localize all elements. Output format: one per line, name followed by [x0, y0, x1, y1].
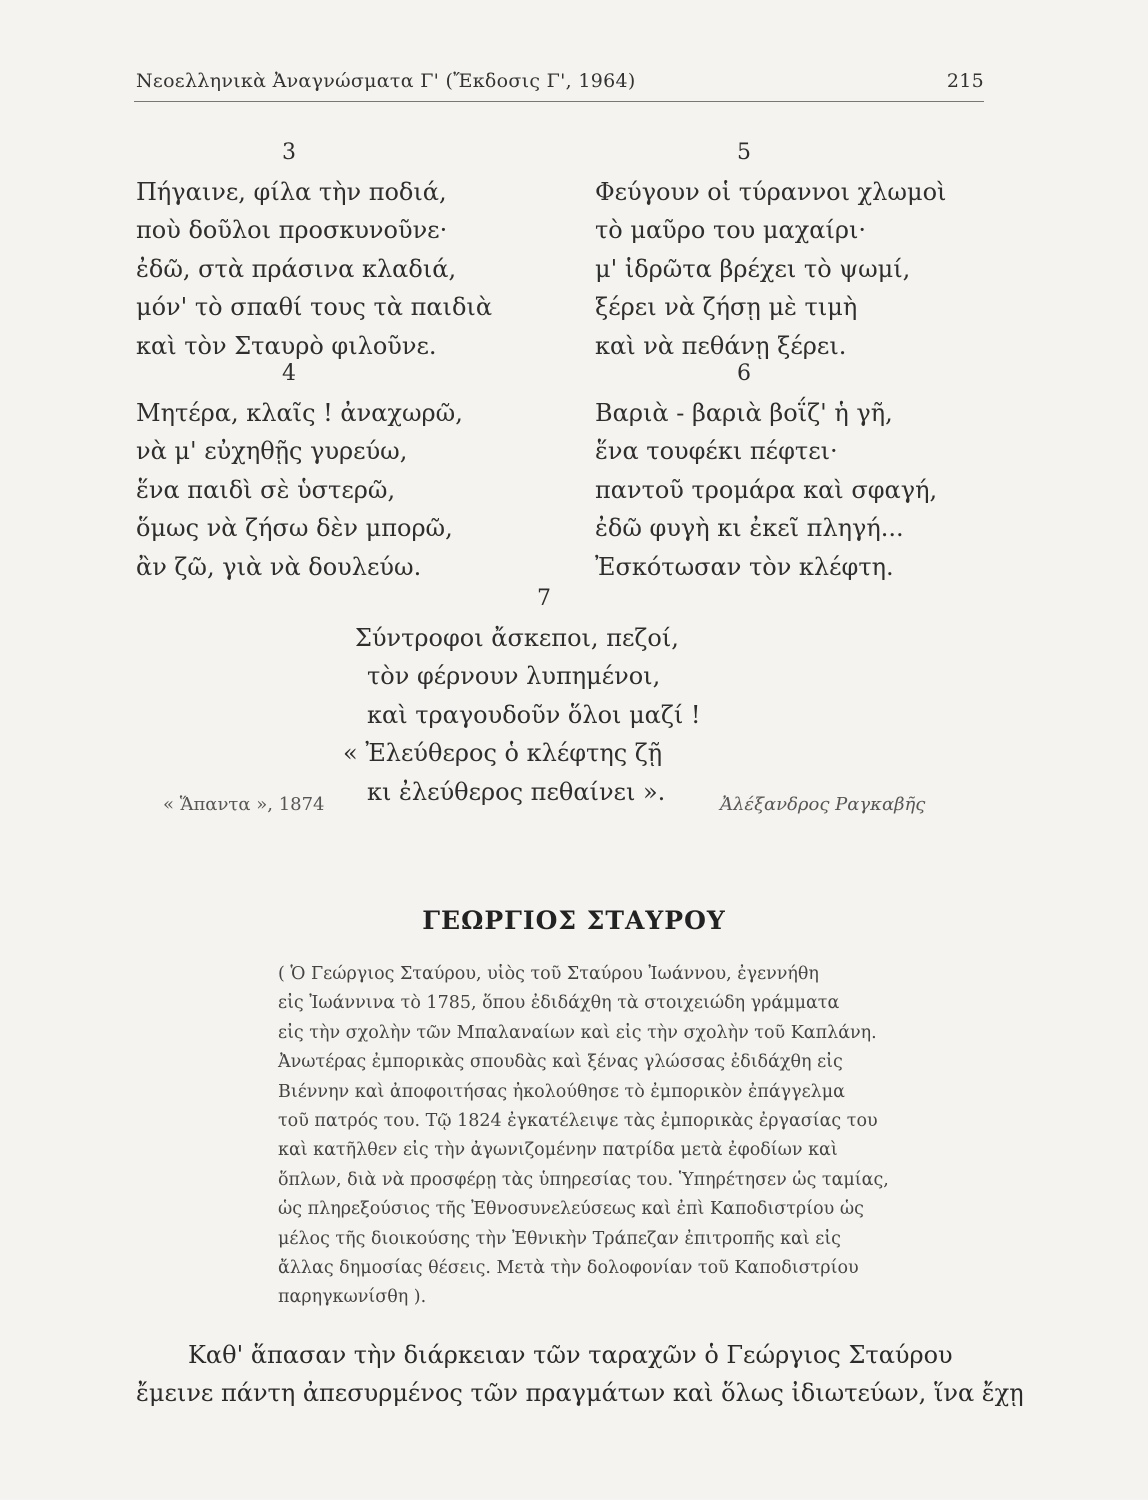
bio-line: μέλος τῆς διοικούσης τὴν Ἐθνικὴν Τράπεζαν ἐπιτροπῆς καὶ εἰς: [278, 1228, 841, 1249]
verse-line: ὅμως νὰ ζήσω δὲν μπορῶ,: [136, 514, 453, 542]
stanza-number: 7: [537, 586, 551, 611]
bio-line: εἰς τὴν σχολὴν τῶν Μπαλαναίων καὶ εἰς τὴν σχολὴν τοῦ Καπλάνη.: [278, 1022, 877, 1043]
stanza-4: [136, 355, 463, 586]
verse-line: ξέρει νὰ ζήσῃ μὲ τιμὴ: [595, 293, 858, 321]
bio-line: καὶ κατῆλθεν εἰς τὴν ἀγωνιζομένην πατρίδα μετὰ ἐφοδίων καὶ: [278, 1140, 838, 1161]
stanza-3: [136, 134, 492, 365]
bio-line: ( Ὁ Γεώργιος Σταύρου, υἱὸς τοῦ Σταύρου Ἰωάννου, ἐγεννήθη: [278, 964, 819, 984]
stanza-7: [343, 580, 701, 811]
verse-line: Σύντροφοι ἄσκεποι, πεζοί,: [355, 623, 679, 652]
bio-line: ἄλλας δημοσίας θέσεις. Μετὰ τὴν δολοφονίαν τοῦ Καποδιστρίου: [278, 1258, 859, 1279]
verse-line: μ' ἱδρῶτα βρέχει τὸ ψωμί,: [595, 254, 911, 283]
verse-line: ποὺ δοῦλοι προσκυνοῦνε·: [136, 216, 448, 244]
biographical-note: [278, 960, 984, 1313]
section-title: ΓΕΩΡΓΙΟΣ ΣΤΑΥΡΟΥ: [422, 906, 726, 935]
verse-line: ἕνα τουφέκι πέφτει·: [595, 437, 838, 465]
verse-line: καὶ νὰ πεθάνῃ ξέρει.: [595, 331, 847, 360]
verse-line: ἐδῶ φυγὴ κι ἐκεῖ πληγή...: [595, 514, 904, 542]
stanza-number: 6: [737, 361, 751, 386]
verse-line: παντοῦ τρομάρα καὶ σφαγή,: [595, 475, 938, 504]
stanza-number: 4: [282, 361, 296, 386]
verse-line: νὰ μ' εὐχηθῇς γυρεύω,: [136, 437, 408, 465]
bio-line: ὡς πληρεξούσιος τῆς Ἐθνοσυνελεύσεως καὶ ἐπὶ Καποδιστρίου ὡς: [278, 1199, 864, 1220]
verse-line: κι ἐλεύθερος πεθαίνει ».: [367, 777, 666, 806]
bio-line: παρηγκωνίσθη ).: [278, 1287, 427, 1308]
verse-line: τὸ μαῦρο του μαχαίρι·: [595, 216, 866, 244]
body-paragraph: [136, 1336, 1024, 1412]
page-header: [136, 70, 984, 100]
verse-line: καὶ τραγουδοῦν ὅλοι μαζί !: [367, 700, 701, 729]
bio-line: τοῦ πατρός του. Τῷ 1824 ἐγκατέλειψε τὰς ἐμπορικὰς ἐργασίας του: [278, 1111, 878, 1132]
poem-source: « Ἅπαντα », 1874: [163, 794, 325, 815]
verse-line: ἂν ζῶ, γιὰ νὰ δουλεύω.: [136, 552, 422, 581]
verse-line: Μητέρα, κλαῖς ! ἀναχωρῶ,: [136, 398, 463, 427]
page-number: 215: [946, 70, 984, 92]
verse-line: ἐδῶ, στὰ πράσινα κλαδιά,: [136, 254, 457, 283]
verse-line: ἕνα παιδὶ σὲ ὑστερῶ,: [136, 475, 396, 504]
poem-author: Ἀλέξανδρος Ραγκαβῆς: [720, 794, 926, 815]
verse-line: τὸν φέρνουν λυπημένοι,: [367, 662, 661, 690]
verse-line: μόν' τὸ σπαθί τους τὰ παιδιὰ: [136, 293, 493, 321]
verse-line: Πήγαινε, φίλα τὴν ποδιά,: [136, 177, 447, 206]
stanza-6: [595, 355, 937, 586]
verse-line: Βαριὰ - βαριὰ βοΐζ' ἡ γῆ,: [595, 398, 893, 427]
stanza-number: 5: [737, 140, 751, 165]
running-title: Νεοελληνικὰ Ἀναγνώσματα Γ' (Ἔκδοσις Γ', 1964): [136, 70, 636, 92]
stanza-number: 3: [282, 140, 296, 165]
header-rule: [134, 101, 984, 102]
body-line: Καθ' ἅπασαν τὴν διάρκειαν τῶν ταραχῶν ὁ Γεώργιος Σταύρου: [188, 1341, 953, 1369]
bio-line: Βιέννην καὶ ἀποφοιτήσας ἠκολούθησε τὸ ἐμπορικὸν ἐπάγγελμα: [278, 1081, 845, 1102]
verse-line: « Ἐλεύθερος ὁ κλέφτης ζῇ: [343, 739, 663, 767]
bio-line: Ἀνωτέρας ἐμπορικὰς σπουδὰς καὶ ξένας γλώσσας ἐδιδάχθη εἰς: [278, 1052, 843, 1073]
verse-line: Ἐσκότωσαν τὸν κλέφτη.: [595, 552, 894, 581]
bio-line: εἰς Ἰωάννινα τὸ 1785, ὅπου ἐδιδάχθη τὰ στοιχειώδη γράμματα: [278, 993, 840, 1014]
verse-line: Φεύγουν οἱ τύραννοι χλωμοὶ: [595, 177, 947, 206]
body-line: ἔμεινε πάντη ἀπεσυρμένος τῶν πραγμάτων καὶ ὅλως ἰδιωτεύων, ἵνα ἔχῃ: [136, 1379, 1024, 1407]
stanza-5: [595, 134, 946, 365]
verse-line: καὶ τὸν Σταυρὸ φιλοῦνε.: [136, 331, 437, 360]
bio-line: ὅπλων, διὰ νὰ προσφέρῃ τὰς ὑπηρεσίας του. Ὑπηρέτησεν ὡς ταμίας,: [278, 1169, 889, 1190]
